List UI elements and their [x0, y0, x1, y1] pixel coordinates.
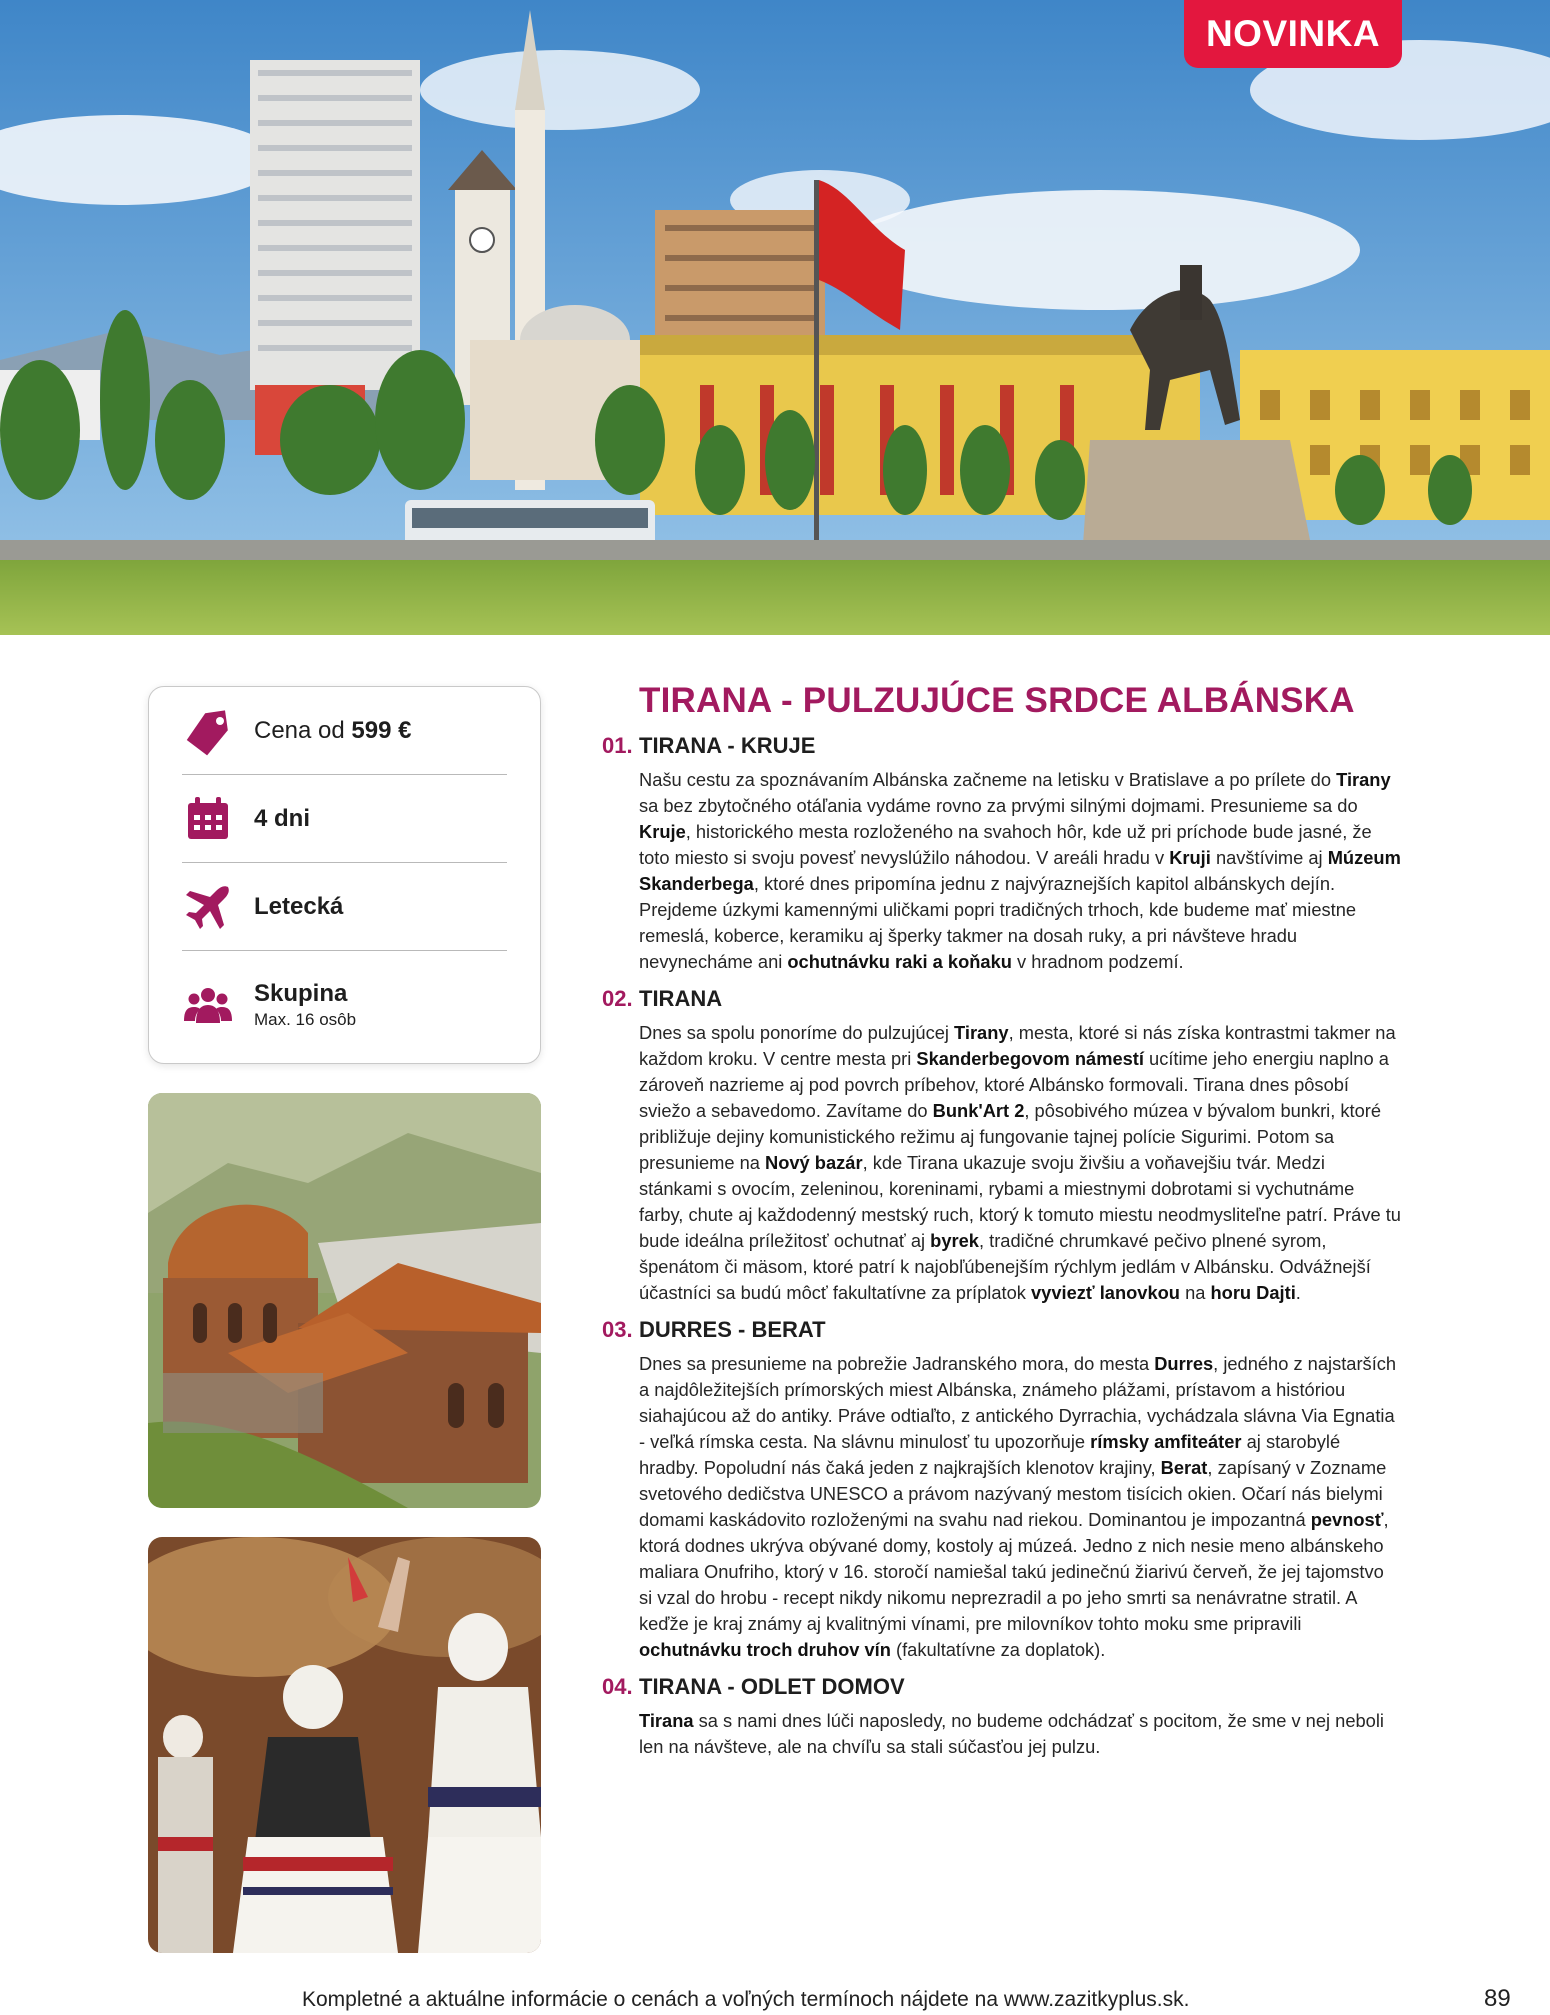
price-text [254, 717, 411, 745]
itinerary-day [602, 983, 1402, 1306]
group-row [182, 951, 507, 1059]
itinerary-article [602, 680, 1402, 1760]
transport-row [182, 863, 507, 951]
footer-note: Kompletné a aktuálne informácie o cenách a voľných termínoch nájdete na www.zazitkyplus.sk. [302, 1988, 1190, 2011]
day-title: DURRES - BERAT [639, 1317, 826, 1342]
day-title: TIRANA - KRUJE [639, 733, 816, 758]
hero-photo-tirana-square [0, 0, 1550, 635]
day-description: Našu cestu za spoznávaním Albánska začneme na letisku v Bratislave a po prílete do Tirany sa bez zbytočného otáľania vydáme rovno za prvými silnými dojmami. Presunieme sa do Kruje, historického mesta rozloženého na svahoch hôr, kde už pri príchode bude jasné, že toto miesto si svoju povesť nevyslúžilo náhodou. V areáli hradu v Kruji navštívime aj Múzeum Skanderbega, ktoré dnes pripomína jednu z najvýraznejších kapitol albánskych dejín. Prejdeme úzkymi kamennými uličkami popri tradičných trhoch, kde budeme mať miestne remeslá, koberce, keramiku aj šperky takmer na dosah ruky, a pri návšteve hradu nevynecháme ani ochutnávku raki a koňaku v hradnom podzemí. [639, 769, 1401, 972]
trip-info-card [148, 686, 541, 1064]
duration-value: 4 dni [254, 804, 311, 832]
transport-value: Letecká [254, 892, 344, 920]
day-heading [602, 983, 1402, 1015]
page-number: 89 [1484, 1985, 1511, 2012]
day-description: Tirana sa s nami dnes lúči naposledy, no budeme odchádzať s pocitom, že sme v nej neboli len na návšteve, ale na chvíľu sa stali súčasťou jej pulzu. [639, 1710, 1384, 1757]
article-title: TIRANA - PULZUJÚCE SRDCE ALBÁNSKA [639, 681, 1355, 720]
itinerary-day [602, 1671, 1402, 1760]
photo-folk-dancers [148, 1537, 541, 1953]
day-description: Dnes sa presunieme na pobrežie Jadranského mora, do mesta Durres, jedného z najstarších a najdôležitejších prímorských miest Albánska, známeho plážami, prístavom a históriou siahajúcou až do antiky. Práve odtiaľto, z antického Dyrrachia, vychádzala slávna Via Egnatia - veľká rímska cesta. Na slávnu minulosť tu upozorňuje rímsky amfiteáter aj starobylé hradby. Popoludní nás čaká jeden z najkrajších klenotov krajiny, Berat, zapísaný v Zozname svetového dedičstva UNESCO a právom nazývaný mestom tisícich okien. Očarí nás bielymi domami kaskádovito rozloženými na svahu nad riekou. Dominantou je impozantná pevnosť, ktorá dodnes ukrýva obývané domy, kostoly aj múzeá. Jedno z nich nesie meno albánskeho maliara Onufriho, ktorý v 16. storočí namiešal takú jedinečnú žiarivú červeň, že jej tajomstvo si vzal do hrobu - recept nikdy nikomu neprezradil a po jeho smrti sa nenávratne stratil. A keďže je kraj známy aj kvalitnými vínami, pre milovníkov tohto moku sme pripravili ochutnávku troch druhov vín (fakultatívne za doplatok). [639, 1353, 1397, 1660]
price-value: 599 € [351, 716, 412, 744]
day-heading [602, 1671, 1402, 1703]
day-title: TIRANA - ODLET DOMOV [639, 1674, 905, 1699]
day-heading [602, 1314, 1402, 1346]
new-badge: NOVINKA [1184, 0, 1402, 68]
itinerary-day [602, 730, 1402, 975]
price-row [182, 687, 507, 775]
day-title: TIRANA [639, 986, 723, 1011]
price-prefix: Cena od [254, 716, 345, 744]
duration-row [182, 775, 507, 863]
itinerary-days [602, 730, 1402, 1760]
day-number: 01. [602, 733, 633, 758]
group-label: Skupina [254, 980, 348, 1007]
group-sub: Max. 16 osôb [254, 1010, 357, 1029]
group-icon [182, 979, 234, 1031]
day-description: Dnes sa spolu ponoríme do pulzujúcej Tirany, mesta, ktoré si nás získa kontrastmi takmer na každom kroku. V centre mesta pri Skanderbegovom námestí ucítime jeho energiu naplno a zároveň nazrieme aj pod povrch príbehov, ktoré Albánsko formovali. Tirana dnes pôsobí sviežo a sebavedomo. Zavítame do Bunk'Art 2, pôsobivého múzea v bývalom bunkri, ktoré približuje dejiny komunistického režimu aj fungovanie tajnej polície Sigurimi. Potom sa presunieme na Nový bazár, kde Tirana ukazuje svoju živšiu a voňavejšiu tvár. Medzi stánkami s ovocím, zeleninou, koreninami, rybami a miestnymi dobrotami si vychutnáme farby, chute aj každodenný mestský ruch, ktorý k tomuto miestu neodmysliteľne patrí. Práve tu bude ideálna príležitosť ochutnať aj byrek, tradičné chrumkavé pečivo plnené syrom, špenátom či mäsom, ktoré patrí k najobľúbenejším rýchlym jedlám v Albánsku. Odvážnejší účastníci sa budú môcť fakultatívne za príplatok vyviezť lanovkou na horu Dajti. [639, 1022, 1401, 1303]
calendar-icon [182, 793, 234, 845]
day-number: 02. [602, 986, 633, 1011]
day-heading [602, 730, 1402, 762]
day-number: 04. [602, 1674, 633, 1699]
airplane-icon [182, 881, 234, 933]
price-tag-icon [182, 705, 234, 757]
photo-berat-church [148, 1093, 541, 1508]
itinerary-day [602, 1314, 1402, 1663]
day-number: 03. [602, 1317, 633, 1342]
